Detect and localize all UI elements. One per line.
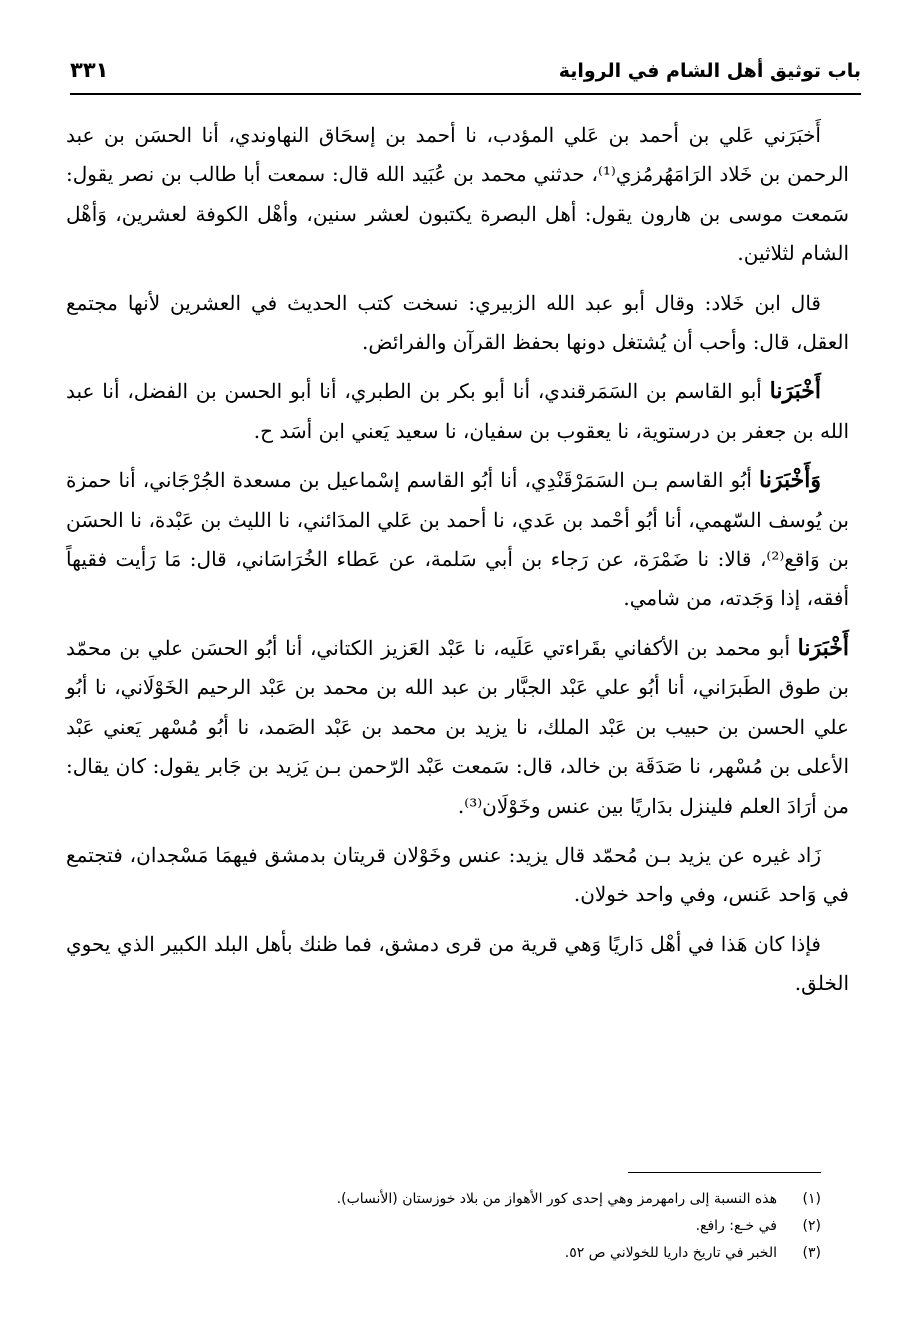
paragraph-text: أبو القاسم بن السَمَرقندي، أنا أبو بكر بن الطبري، أنا أبو الحسن بن الفضل، أنا عبد الله بن جعفر بن درستوية، نا يعقوب بن سفيان، نا سعيد يَعني ابن أسَد ح. [66,379,849,443]
header-rule [70,93,861,95]
running-header [70,48,861,92]
footnote [160,1240,821,1267]
paragraph [66,284,849,363]
footnote-separator [628,1172,821,1173]
paragraph [66,629,849,826]
paragraph-text: أَخبَرَني عَلي بن أحمد بن عَلي المؤدب، نا أحمد بن إسحَاق النهاوندي، أنا الحسَن بن عبد الرحمن بن خَلاد الرَامَهُرمُزي⁽¹⁾، حدثني محمد بن عُبَيد الله قال: سمعت أبا طالب بن نصر يقول: سَمعت موسى بن هارون يقول: أهل البصرة يكتبون لعشر سنين، وأهْل الكوفة لعشرين، وَأهْل الشام لثلاثين. [66,123,849,266]
paragraph-lead: وَأَخْبَرَنا [759,467,821,494]
paragraph-text: قال ابن خَلاد: وقال أبو عبد الله الزبيري: نسخت كتب الحديث في العشرين لأنها مجتمع العقل، قال: وأحب أن يُشتغل دونها بحفظ القرآن والفرائض. [66,290,849,355]
paragraph-lead: أَخْبَرَنا [797,634,849,661]
chapter-title: باب توثيق أهل الشام في الرواية [558,60,861,82]
footnote-number: (٣) [802,1245,821,1261]
paragraph [66,461,849,619]
paragraph-lead: أَخْبَرَنا [769,378,821,405]
main-text [66,116,849,1004]
footnotes [160,1186,821,1267]
paragraph [66,925,849,1004]
footnote-number: (١) [802,1191,821,1207]
paragraph-text: فإذا كان هَذا في أهْل دَاريًا وَهي قرية من قرى دمشق، فما ظنك بأهل البلد الكبير الذي يحوي الخلق. [66,931,849,996]
paragraph [66,836,849,915]
page-number: ٣٣١ [70,58,109,82]
footnote-number: (٢) [802,1218,821,1234]
footnote [160,1186,821,1213]
footnote [160,1213,821,1240]
paragraph-text: أبو محمد بن الأكفاني بقَراءتي عَلَيه، نا عَبْد العَزيز الكتاني، أنا أبُو الحسَن علي بن محمّد بن طوق الطَبرَاني، أنا أبُو علي عَبْد الجبَّار بن عبد الله بن محمد بن عَبْد الرحيم الخَوْلَاني، نا أبُو علي الحسن بن حبيب بن عَبْد الملك، نا يزيد بن محمد بن عَبْد الصَمد، نا أبُو مُسْهر يَعني عَبْد الأعلى بن مُسْهر، نا صَدَقَة بن خالد، قال: سَمعت عَبْد الرّحمن بـن يَزيد بن جَابر يقول: كان يقال: من أرَادَ العلم فلينزل بدَاريًا بين عنس وخَوْلَان⁽³⁾. [66,635,850,818]
paragraph-text: زَاد غيره عن يزيد بـن مُحمّد قال يزيد: عنس وخَوْلان قريتان بدمشق فيهمَا مَسْجدان، فتجتمع في وَاحد عَنس، وفي واحد خولان. [66,842,849,907]
footnote-text: في خـع: رافع. [695,1218,777,1234]
paragraph [66,372,849,451]
paragraph [66,116,849,274]
footnote-text: الخبر في تاريخ داريا للخولاني ص ٥٢. [564,1245,777,1261]
paragraph-text: أبُو القاسم بـن السَمَرْقَنْدِي، أنا أبُو القاسم إسْماعيل بن مسعدة الجُرْجَاني، أنا حمزة بن يُوسف السّهمي، أنا أبُو أحْمد بن عَدي، نا أحمد بن عَلي المدَائني، نا الليث بن عَبْدة، نا الحسَن بن وَاقع⁽²⁾، قالا: نا ضَمْرَة، عن رَجاء بن أبي سَلمة، عن عَطاء الخُرَاسَاني، قال: مَا رَأيت فقيهاً أفقه، إذا وَجَدته، من شامي. [66,468,849,611]
footnote-text: هذه النسبة إلى رامهرمز وهي إحدى كور الأهواز من بلاد خوزستان (الأنساب). [336,1191,777,1207]
